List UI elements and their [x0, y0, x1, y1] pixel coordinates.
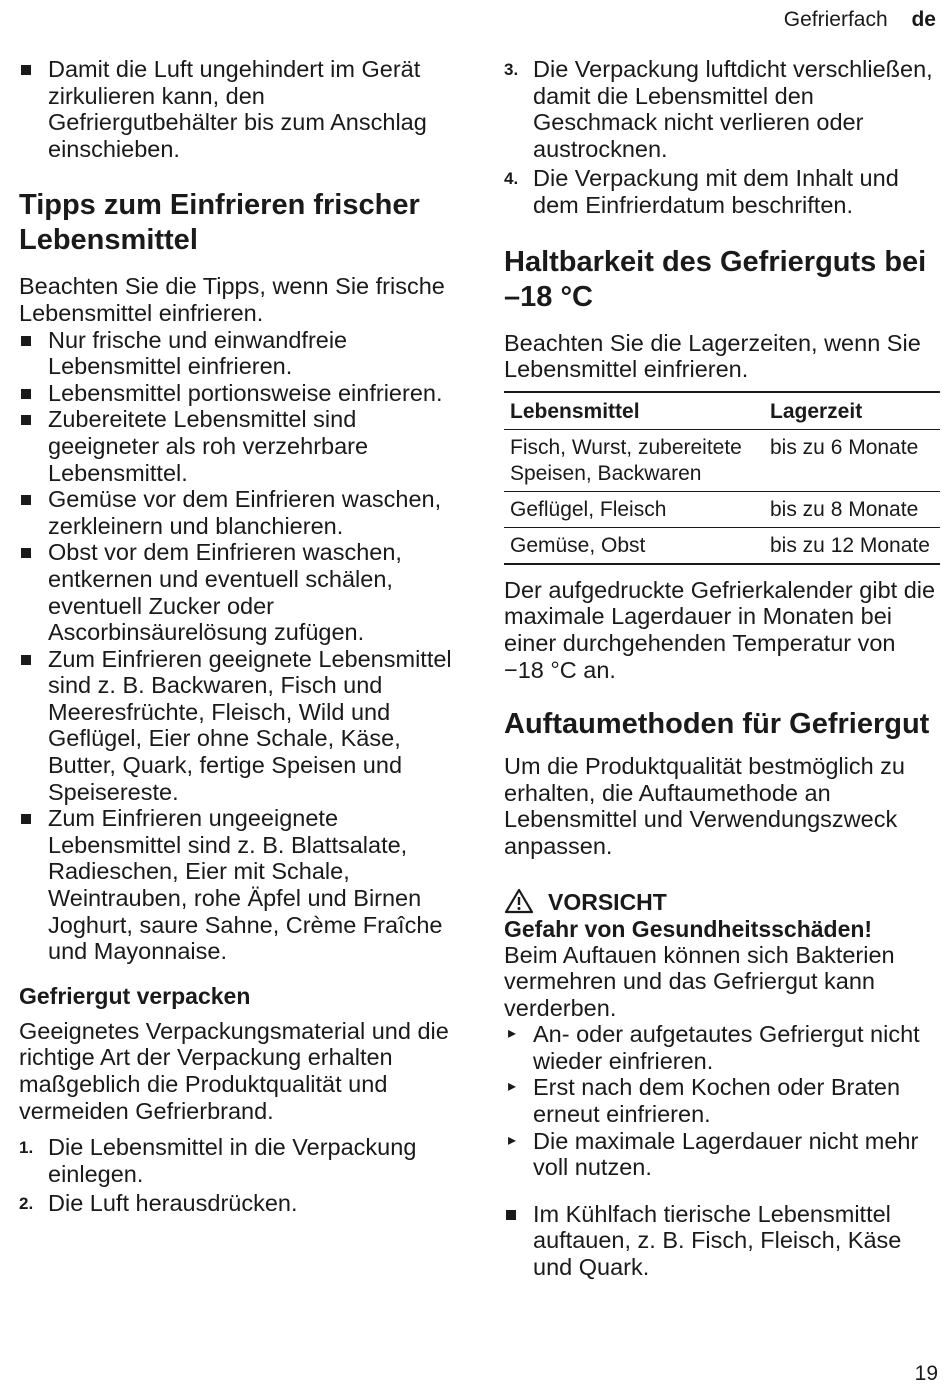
- thaw-list: [504, 1201, 940, 1281]
- step-number: 4.: [504, 169, 519, 189]
- tip-item: Obst vor dem Einfrieren waschen, entkernen und eventuell schälen, eventuell Zucker oder Ascorbinsäurelösung zufügen.: [19, 539, 455, 645]
- page-number: 19: [914, 1362, 938, 1385]
- arrow-right-icon: ▸: [508, 1078, 517, 1096]
- table-row: [504, 491, 940, 527]
- table-row: [504, 429, 940, 491]
- table-row: [504, 527, 940, 564]
- packing-step: [504, 56, 940, 162]
- warning-action: [504, 1128, 940, 1181]
- step-text: Die Verpackung mit dem Inhalt und dem Einfrierdatum beschriften.: [533, 165, 899, 218]
- tips-intro: Beachten Sie die Tipps, wenn Sie frische Lebensmittel einfrieren.: [19, 273, 445, 326]
- table-header-food: Lebensmittel: [504, 392, 764, 430]
- table-cell-duration: bis zu 12 Monate: [764, 527, 940, 564]
- page-header: [784, 8, 936, 32]
- packing-steps-continued: [504, 56, 940, 219]
- thaw-bullet: Im Kühlfach tierische Lebensmittel auftauen, z. B. Fisch, Fleisch, Käse und Quark.: [504, 1201, 940, 1281]
- arrow-right-icon: ▸: [508, 1025, 517, 1043]
- left-column: [19, 56, 455, 1217]
- step-text: Die Luft herausdrücken.: [48, 1190, 298, 1217]
- tip-item: Zum Einfrieren ungeeignete Lebensmittel sind z. B. Blattsalate, Radieschen, Eier mit Schale, Weintrauben, rohe Äpfel und Birnen Joghurt, saure Sahne, Crème Fraîche und Mayonnaise.: [19, 805, 455, 965]
- table-cell-food: Gemüse, Obst: [504, 527, 764, 564]
- language-code: de: [911, 8, 936, 31]
- warning-actions: [504, 1021, 940, 1181]
- section-title: Gefrierfach: [783, 8, 888, 31]
- packing-heading: Gefriergut verpacken: [19, 982, 251, 1009]
- right-column: [504, 56, 940, 1281]
- step-text: Die Verpackung luftdicht verschließen, damit die Lebensmittel den Geschmack nicht verlieren oder austrocknen.: [533, 56, 933, 162]
- warning-title-row: [504, 888, 940, 916]
- intro-bullet: Damit die Luft ungehindert im Gerät zirkulieren kann, den Gefriergutbehälter bis zum Anschlag einschieben.: [19, 56, 455, 162]
- packing-step: [19, 1134, 455, 1187]
- warning-action-text: An- oder aufgetautes Gefriergut nicht wieder einfrieren.: [533, 1021, 920, 1074]
- step-number: 1.: [19, 1138, 34, 1158]
- tip-item: Zubereitete Lebensmittel sind geeigneter als roh verzehrbare Lebensmittel.: [19, 406, 455, 486]
- packing-step: [504, 165, 940, 218]
- table-cell-duration: bis zu 6 Monate: [764, 429, 940, 491]
- shelf-life-heading: Haltbarkeit des Gefrierguts bei –18 °C: [504, 245, 927, 313]
- tips-heading: Tipps zum Einfrieren frischer Lebensmittel: [19, 189, 420, 257]
- step-number: 2.: [19, 1194, 34, 1214]
- packing-steps: [19, 1134, 455, 1217]
- warning-action-text: Erst nach dem Kochen oder Braten erneut einfrieren.: [533, 1074, 901, 1128]
- intro-list: [19, 56, 455, 162]
- thaw-intro: Um die Produktqualität bestmöglich zu erhalten, die Auftaumethode an Lebensmittel und Verwendungszweck anpassen.: [504, 753, 906, 859]
- table-header-duration: Lagerzeit: [764, 392, 940, 430]
- tips-list: [19, 327, 455, 965]
- packing-intro: Geeignetes Verpackungsmaterial und die richtige Art der Verpackung erhalten maßgeblich die Produktqualität und vermeiden Gefrierbrand.: [19, 1017, 449, 1124]
- table-header-row: [504, 392, 940, 430]
- warning-action: [504, 1021, 940, 1074]
- warning-title: VORSICHT: [548, 888, 667, 915]
- storage-table: [504, 391, 940, 565]
- step-number: 3.: [504, 60, 519, 79]
- warning-subtitle: Gefahr von Gesundheitsschäden!: [504, 915, 873, 942]
- warning-action-text: Die maximale Lagerdauer nicht mehr voll nutzen.: [533, 1127, 919, 1181]
- tip-item: Zum Einfrieren geeignete Lebensmittel sind z. B. Backwaren, Fisch und Meeresfrüchte, Fleisch, Wild und Geflügel, Eier ohne Schale, Käse, Butter, Quark, fertige Speisen und Speisereste.: [19, 646, 455, 806]
- warning-text: Beim Auftauen können sich Bakterien vermehren und das Gefriergut kann verderben.: [504, 941, 895, 1021]
- table-cell-food: Fisch, Wurst, zubereitete Speisen, Backwaren: [504, 429, 764, 491]
- shelf-life-note: Der aufgedruckte Gefrierkalender gibt die maximale Lagerdauer in Monaten bei einer durchgehenden Temperatur von −18 °C an.: [504, 576, 936, 683]
- thaw-heading: Auftaumethoden für Gefriergut: [504, 708, 930, 741]
- warning-triangle-icon: [504, 888, 534, 914]
- arrow-right-icon: ▸: [508, 1131, 517, 1149]
- warning-action: [504, 1074, 940, 1127]
- shelf-life-intro: Beachten Sie die Lagerzeiten, wenn Sie Lebensmittel einfrieren.: [504, 329, 921, 383]
- table-cell-duration: bis zu 8 Monate: [764, 491, 940, 527]
- tip-item: Lebensmittel portionsweise einfrieren.: [19, 380, 455, 407]
- tip-item: Nur frische und einwandfreie Lebensmittel einfrieren.: [19, 327, 455, 380]
- tip-item: Gemüse vor dem Einfrieren waschen, zerkleinern und blanchieren.: [19, 486, 455, 539]
- packing-step: [19, 1190, 455, 1217]
- warning-box: [504, 888, 940, 1181]
- table-cell-food: Geflügel, Fleisch: [504, 491, 764, 527]
- step-text: Die Lebensmittel in die Verpackung einlegen.: [48, 1134, 417, 1187]
